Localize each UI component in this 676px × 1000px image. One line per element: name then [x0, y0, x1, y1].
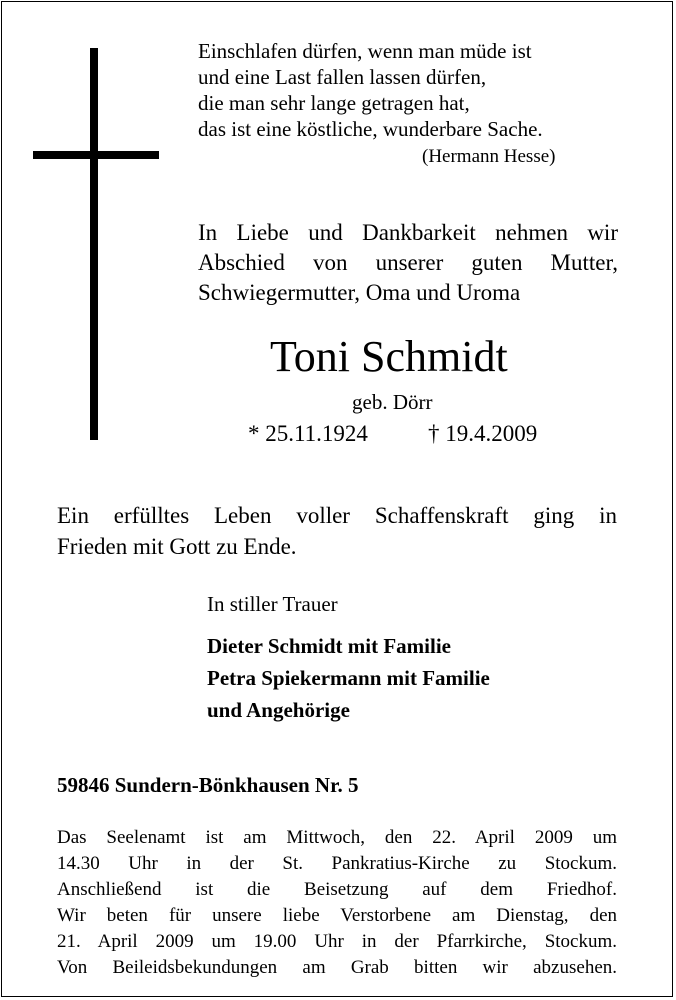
service-details — [57, 825, 617, 981]
quote-line: die man sehr lange getragen hat, — [198, 91, 470, 115]
quote-block — [198, 38, 598, 142]
intro-line: Schwiegermutter, Oma und Uroma — [198, 280, 521, 305]
details-line: 21. April 2009 um 19.00 Uhr in der Pfarrkirche, Stockum. — [57, 931, 617, 952]
quote-line: das ist eine köstliche, wunderbare Sache. — [198, 117, 543, 141]
life-line: Frieden mit Gott zu Ende. — [57, 534, 297, 559]
intro-line: In Liebe und Dankbarkeit nehmen wir — [198, 220, 618, 245]
birth-date: * 25.11.1924 — [248, 421, 368, 446]
family-member: und Angehörige — [207, 698, 350, 722]
details-line: Das Seelenamt ist am Mittwoch, den 22. April 2009 um — [57, 827, 617, 848]
life-line: Ein erfülltes Leben voller Schaffenskraft ging in — [57, 503, 617, 528]
details-line: Anschließend ist die Beisetzung auf dem Friedhof. — [57, 879, 617, 900]
cross-horizontal-bar — [33, 151, 159, 159]
deceased-name: Toni Schmidt — [270, 332, 508, 381]
cross-vertical-bar — [90, 48, 98, 440]
intro-text — [198, 218, 618, 308]
life-text — [57, 500, 617, 562]
quote-line: und eine Last fallen lassen dürfen, — [198, 65, 487, 89]
address: 59846 Sundern-Bönkhausen Nr. 5 — [57, 773, 359, 797]
maiden-name: geb. Dörr — [352, 390, 433, 414]
death-date: † 19.4.2009 — [428, 421, 538, 446]
details-line: 14.30 Uhr in der St. Pankratius-Kirche zu Stockum. — [57, 853, 617, 874]
quote-author: (Hermann Hesse) — [422, 146, 556, 167]
family-member: Dieter Schmidt mit Familie — [207, 634, 451, 658]
details-line: Von Beileidsbekundungen am Grab bitten wir abzusehen. — [57, 957, 617, 978]
family-member: Petra Spiekermann mit Familie — [207, 666, 490, 690]
mourning-label: In stiller Trauer — [207, 592, 338, 616]
quote-line: Einschlafen dürfen, wenn man müde ist — [198, 39, 532, 63]
intro-line: Abschied von unserer guten Mutter, — [198, 250, 618, 275]
family-list — [207, 630, 490, 726]
details-line: Wir beten für unsere liebe Verstorbene am Dienstag, den — [57, 905, 617, 926]
